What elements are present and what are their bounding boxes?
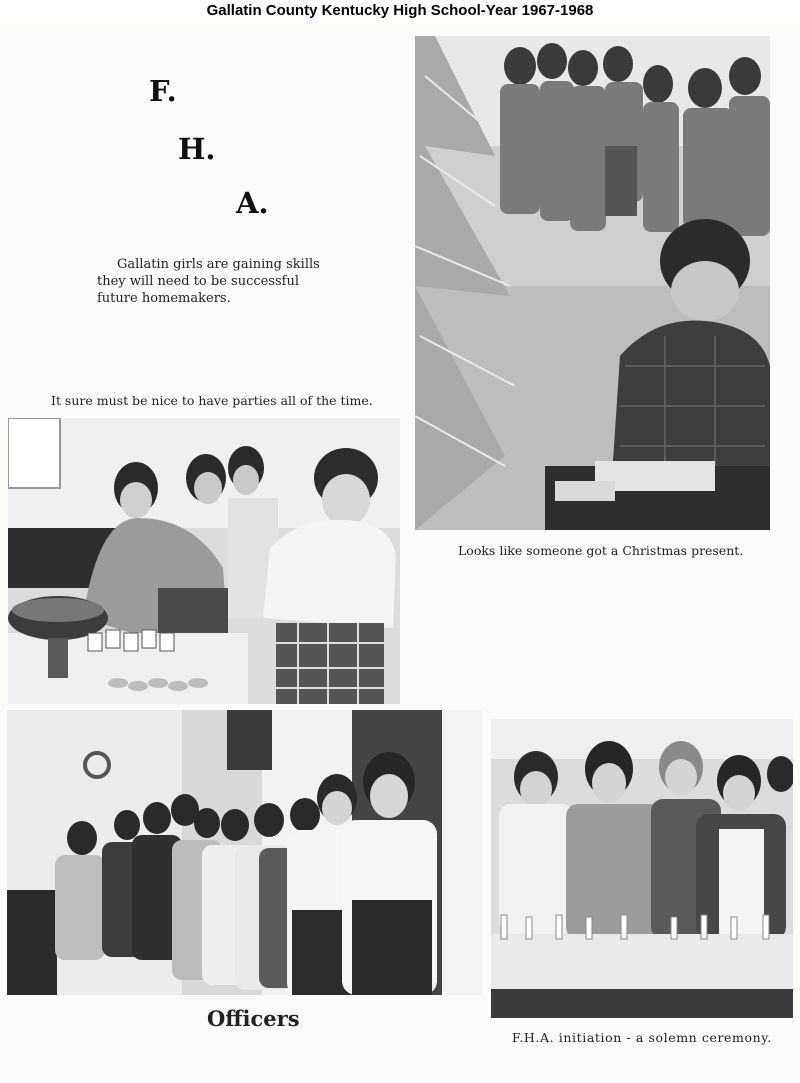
officers-photo <box>7 710 482 995</box>
party-photo <box>8 418 400 704</box>
fha-letter-h: H. <box>178 132 216 166</box>
initiation-photo <box>491 719 793 1018</box>
intro-line: future homemakers. <box>97 291 231 306</box>
intro-line: they will need to be successful <box>97 274 300 289</box>
christmas-caption: Looks like someone got a Christmas present. <box>458 543 744 558</box>
page-header: Gallatin County Kentucky High School-Year 1967-1968 <box>0 0 800 24</box>
intro-text <box>97 256 337 307</box>
party-caption: It sure must be nice to have parties all of the time. <box>51 393 373 408</box>
fha-letter-a: A. <box>236 186 269 220</box>
initiation-caption: F.H.A. initiation - a solemn ceremony. <box>512 1030 772 1045</box>
christmas-photo <box>415 36 770 530</box>
officers-caption: Officers <box>207 1006 300 1031</box>
intro-line: Gallatin girls are gaining skills <box>117 257 320 272</box>
fha-letter-f: F. <box>149 74 177 108</box>
